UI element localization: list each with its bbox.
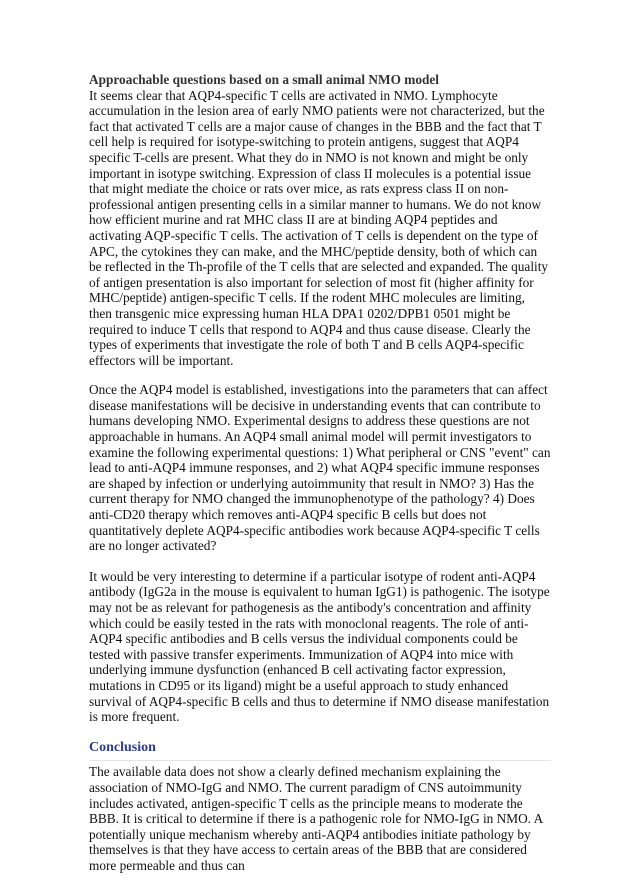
conclusion-divider — [89, 760, 551, 761]
paragraph-isotype: It would be very interesting to determine if a particular isotype of rodent anti-AQP4 antibody (IgG2a in the mouse is equivalent to human IgG1) is pathogenic. The isotype may not be as relevant for pathogenesis as the antibody's concentration and affinity which could be easily tested in the rats with monoclonal reagents. The role of anti-AQP4 specific antibodies and B cells versus the individual components could be tested with passive transfer experiments. Immunization of AQP4 into mice with underlying immune dysfunction (enhanced B cell activating factor expression, mutations in CD95 or its ligand) might be a useful approach to study enhanced survival of AQP4-specific B cells and thus to determine if NMO disease manifestation is more frequent. — [89, 568, 550, 725]
paragraph-t-cells: It seems clear that AQP4-specific T cells are activated in NMO. Lymphocyte accumulation in the lesion area of early NMO patients were not characterized, but the fact that activated T cells are a major cause of changes in the BBB and the fact that T cell help is required for isotype-switching to protein antigens, suggest that AQP4 specific T-cells are present. What they do in NMO is not known and might be only important in isotype switching. Expression of class II molecules is a potential issue that might mediate the choice or rats over mice, as rats express class II on non-professional antigen presenting cells in a similar manner to humans. We do not know how efficient murine and rat MHC class II are at binding AQP4 peptides and activating AQP-specific T cells. The activation of T cells is dependent on the type of APC, the cytokines they can make, and the MHC/peptide density, both of which can be reflected in the Th-profile of the T cells that are selected and expanded. The quality of antigen presentation is also important for selection of most fit (higher affinity for MHC/peptide) antigen-specific T cells. If the rodent MHC molecules are limiting, then transgenic mice expressing human HLA DPA1 0202/DPB1 0501 might be required to induce T cells that respond to AQP4 and thus cause disease. Clearly the types of experiments that investigate the role of both T and B cells AQP4-specific effectors will be important. — [89, 87, 549, 368]
paragraph-experimental-questions: Once the AQP4 model is established, investigations into the parameters that can affect disease manifestations will be decisive in understanding events that can contribute to humans developing NMO. Experimental designs to address these questions are not approachable in humans. An AQP4 small animal model will permit investigators to examine the following experimental questions: 1) What peripheral or CNS "event" can lead to anti-AQP4 immune responses, and 2) what AQP4 specific immune responses are shaped by infection or underlying autoimmunity that result in NMO? 3) Has the current therapy for NMO changed the immunophenotype of the pathology? 4) Does anti-CD20 therapy which removes anti-AQP4 specific B cells but does not quantitatively deplete AQP4-specific antibodies work because AQP4-specific T cells are no longer activated? — [89, 382, 551, 554]
document-page — [89, 72, 551, 889]
section-approachable-questions — [89, 72, 551, 368]
paragraph-conclusion: The available data does not show a clearly defined mechanism explaining the association of NMO-IgG and NMO. The current paradigm of CNS autoimmunity includes activated, antigen-specific T cells as the principle means to moderate the BBB. It is critical to determine if there is a pathogenic role for NMO-IgG in NMO. A potentially unique mechanism whereby anti-AQP4 antibodies initiate pathology by themselves is that they have access to certain areas of the BBB that are considered more permeable and thus can — [89, 764, 543, 873]
conclusion-heading: Conclusion — [89, 739, 156, 755]
section-heading: Approachable questions based on a small animal NMO model — [89, 72, 439, 87]
